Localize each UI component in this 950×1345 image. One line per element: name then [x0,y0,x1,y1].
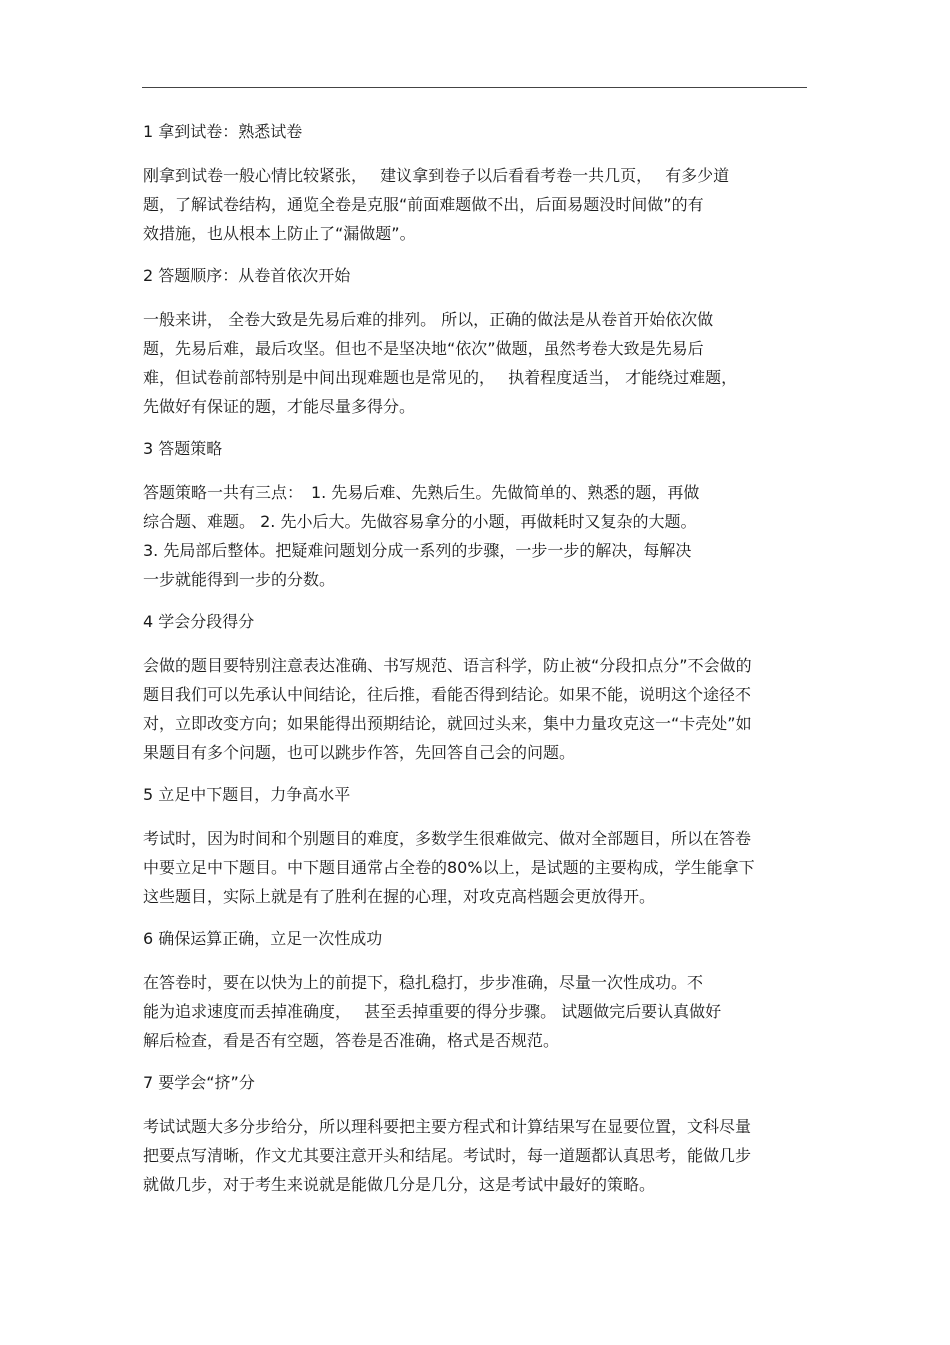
paragraph-line: 题，先易后难，最后攻坚。但也不是坚决地“依次”做题，虽然考卷大致是先易后 [143,339,704,358]
paragraph-line: 题，了解试卷结构，通览全卷是克服“前面难题做不出，后面易题没时间做”的有 [143,195,704,214]
section-paragraph [143,305,827,421]
section-paragraph [143,824,827,911]
section-paragraph [143,161,827,248]
section-heading: 5 立足中下题目，力争高水平 [143,785,351,804]
paragraph-line: 3. 先局部后整体。把疑难问题划分成一系列的步骤，一步一步的解决，每解决 [143,541,692,560]
paragraph-line: 这些题目，实际上就是有了胜利在握的心理，对攻克高档题会更放得开。 [143,887,656,906]
paragraph-line: 会做的题目要特别注意表达准确、书写规范、语言科学，防止被“分段扣点分”不会做的 [143,656,752,675]
paragraph-line: 刚拿到试卷一般心情比较紧张， 建议拿到卷子以后看看考卷一共几页， 有多少道 [143,166,730,185]
section-heading: 2 答题顺序：从卷首依次开始 [143,266,351,285]
paragraph-line: 就做几步，对于考生来说就是能做几分是几分，这是考试中最好的策略。 [143,1175,656,1194]
paragraph-line: 能为追求速度而丢掉准确度， 甚至丢掉重要的得分步骤。 试题做完后要认真做好 [143,1002,722,1021]
paragraph-line: 一般来讲， 全卷大致是先易后难的排列。 所以，正确的做法是从卷首开始依次做 [143,310,714,329]
paragraph-line: 题目我们可以先承认中间结论，往后推，看能否得到结论。如果不能，说明这个途径不 [143,685,752,704]
section-heading: 4 学会分段得分 [143,612,255,631]
section-heading: 6 确保运算正确，立足一次性成功 [143,929,383,948]
section-paragraph [143,1112,827,1199]
document-body [143,118,827,1213]
paragraph-line: 难，但试卷前部特别是中间出现难题也是常见的， 执着程度适当， 才能绕过难题， [143,368,738,387]
paragraph-line: 对，立即改变方向；如果能得出预期结论，就回过头来，集中力量攻克这一“卡壳处”如 [143,714,752,733]
section-heading: 7 要学会“挤”分 [143,1073,255,1092]
paragraph-line: 先做好有保证的题，才能尽量多得分。 [143,397,416,416]
section-heading: 1 拿到试卷：熟悉试卷 [143,122,303,141]
paragraph-line: 果题目有多个问题，也可以跳步作答，先回答自己会的问题。 [143,743,576,762]
paragraph-line: 综合题、难题。 2. 先小后大。先做容易拿分的小题，再做耗时又复杂的大题。 [143,512,697,531]
paragraph-line: 解后检查，看是否有空题，答卷是否准确，格式是否规范。 [143,1031,560,1050]
paragraph-line: 在答卷时，要在以快为上的前提下，稳扎稳打，步步准确，尽量一次性成功。不 [143,973,704,992]
paragraph-line: 考试时，因为时间和个别题目的难度，多数学生很难做完、做对全部题目，所以在答卷 [143,829,752,848]
header-rule [142,87,807,88]
section-paragraph [143,651,827,767]
paragraph-line: 答题策略一共有三点： 1. 先易后难、先熟后生。先做简单的、熟悉的题，再做 [143,483,700,502]
paragraph-line: 把要点写清晰，作文尤其要注意开头和结尾。考试时，每一道题都认真思考，能做几步 [143,1146,752,1165]
paragraph-line: 考试试题大多分步给分，所以理科要把主要方程式和计算结果写在显要位置，文科尽量 [143,1117,752,1136]
paragraph-line: 效措施，也从根本上防止了“漏做题”。 [143,224,416,243]
section-heading: 3 答题策略 [143,439,223,458]
section-paragraph [143,968,827,1055]
section-paragraph [143,478,827,594]
paragraph-line: 一步就能得到一步的分数。 [143,570,336,589]
paragraph-line: 中要立足中下题目。中下题目通常占全卷的80%以上，是试题的主要构成，学生能拿下 [143,858,755,877]
